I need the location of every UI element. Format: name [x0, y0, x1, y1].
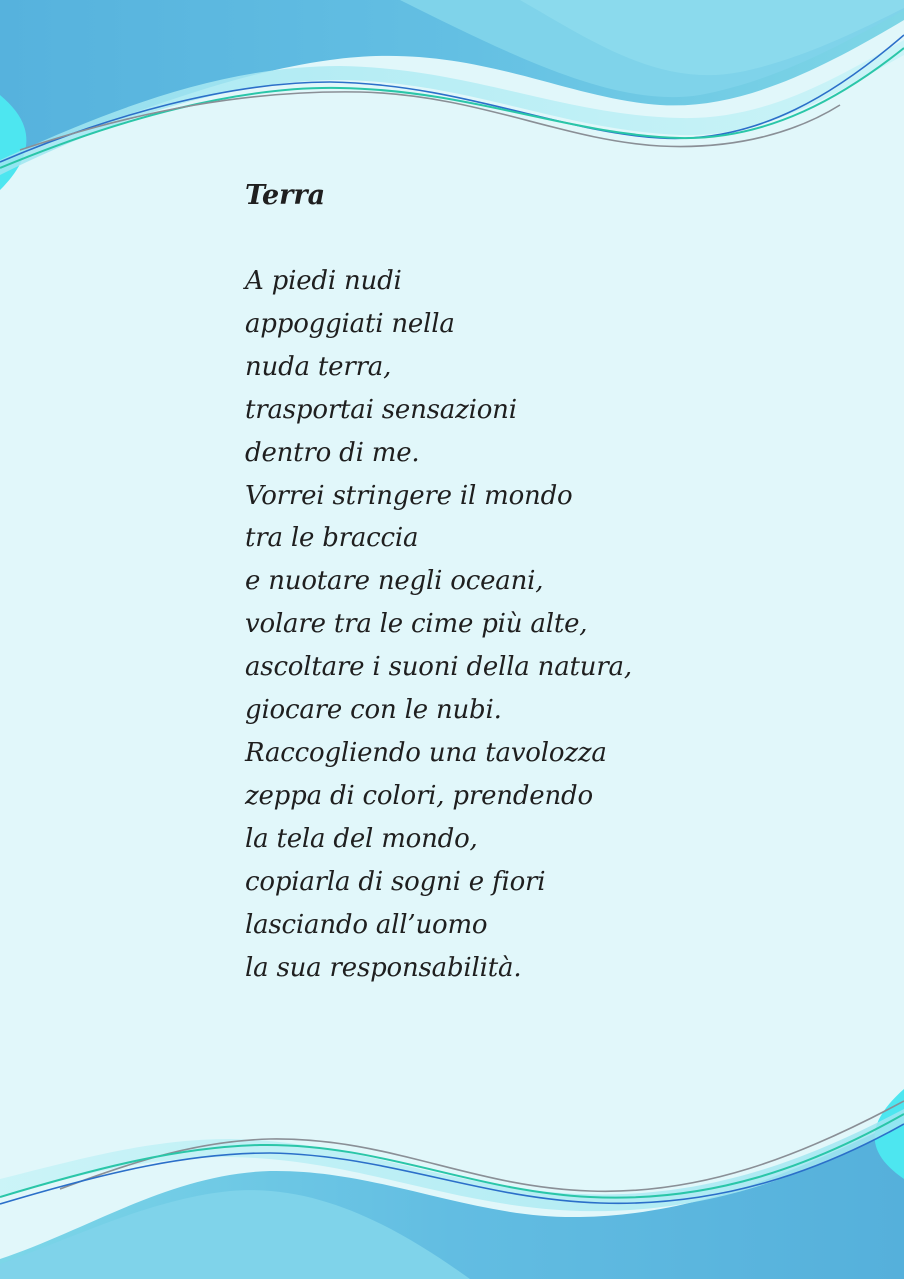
poem-line: ascoltare i suoni della natura,	[245, 652, 632, 683]
poem	[245, 176, 845, 989]
poem-line: appoggiati nella	[245, 308, 455, 339]
poem-title: Terra	[245, 180, 326, 211]
poem-line: la sua responsabilità.	[245, 952, 522, 983]
poem-line: lasciando all’uomo	[245, 909, 488, 940]
poem-line: tra le braccia	[245, 523, 419, 554]
poem-line: A piedi nudi	[245, 266, 402, 296]
poem-line: la tela del mondo,	[245, 823, 478, 854]
poem-line: e nuotare negli oceani,	[245, 566, 544, 597]
poem-line: dentro di me.	[245, 437, 420, 468]
poem-line: zeppa di colori, prendendo	[245, 780, 593, 811]
bottom-wave-decoration	[0, 1079, 904, 1279]
poem-body	[245, 260, 845, 989]
poem-line: Vorrei stringere il mondo	[245, 480, 573, 511]
poem-line: volare tra le cime più alte,	[245, 609, 588, 640]
poem-line: nuda terra,	[245, 351, 392, 382]
top-wave-decoration	[0, 0, 904, 200]
poem-line: copiarla di sogni e fiori	[245, 866, 546, 897]
poem-line: giocare con le nubi.	[245, 695, 502, 726]
poem-line: Raccogliendo una tavolozza	[245, 737, 607, 768]
poem-line: trasportai sensazioni	[245, 394, 517, 425]
